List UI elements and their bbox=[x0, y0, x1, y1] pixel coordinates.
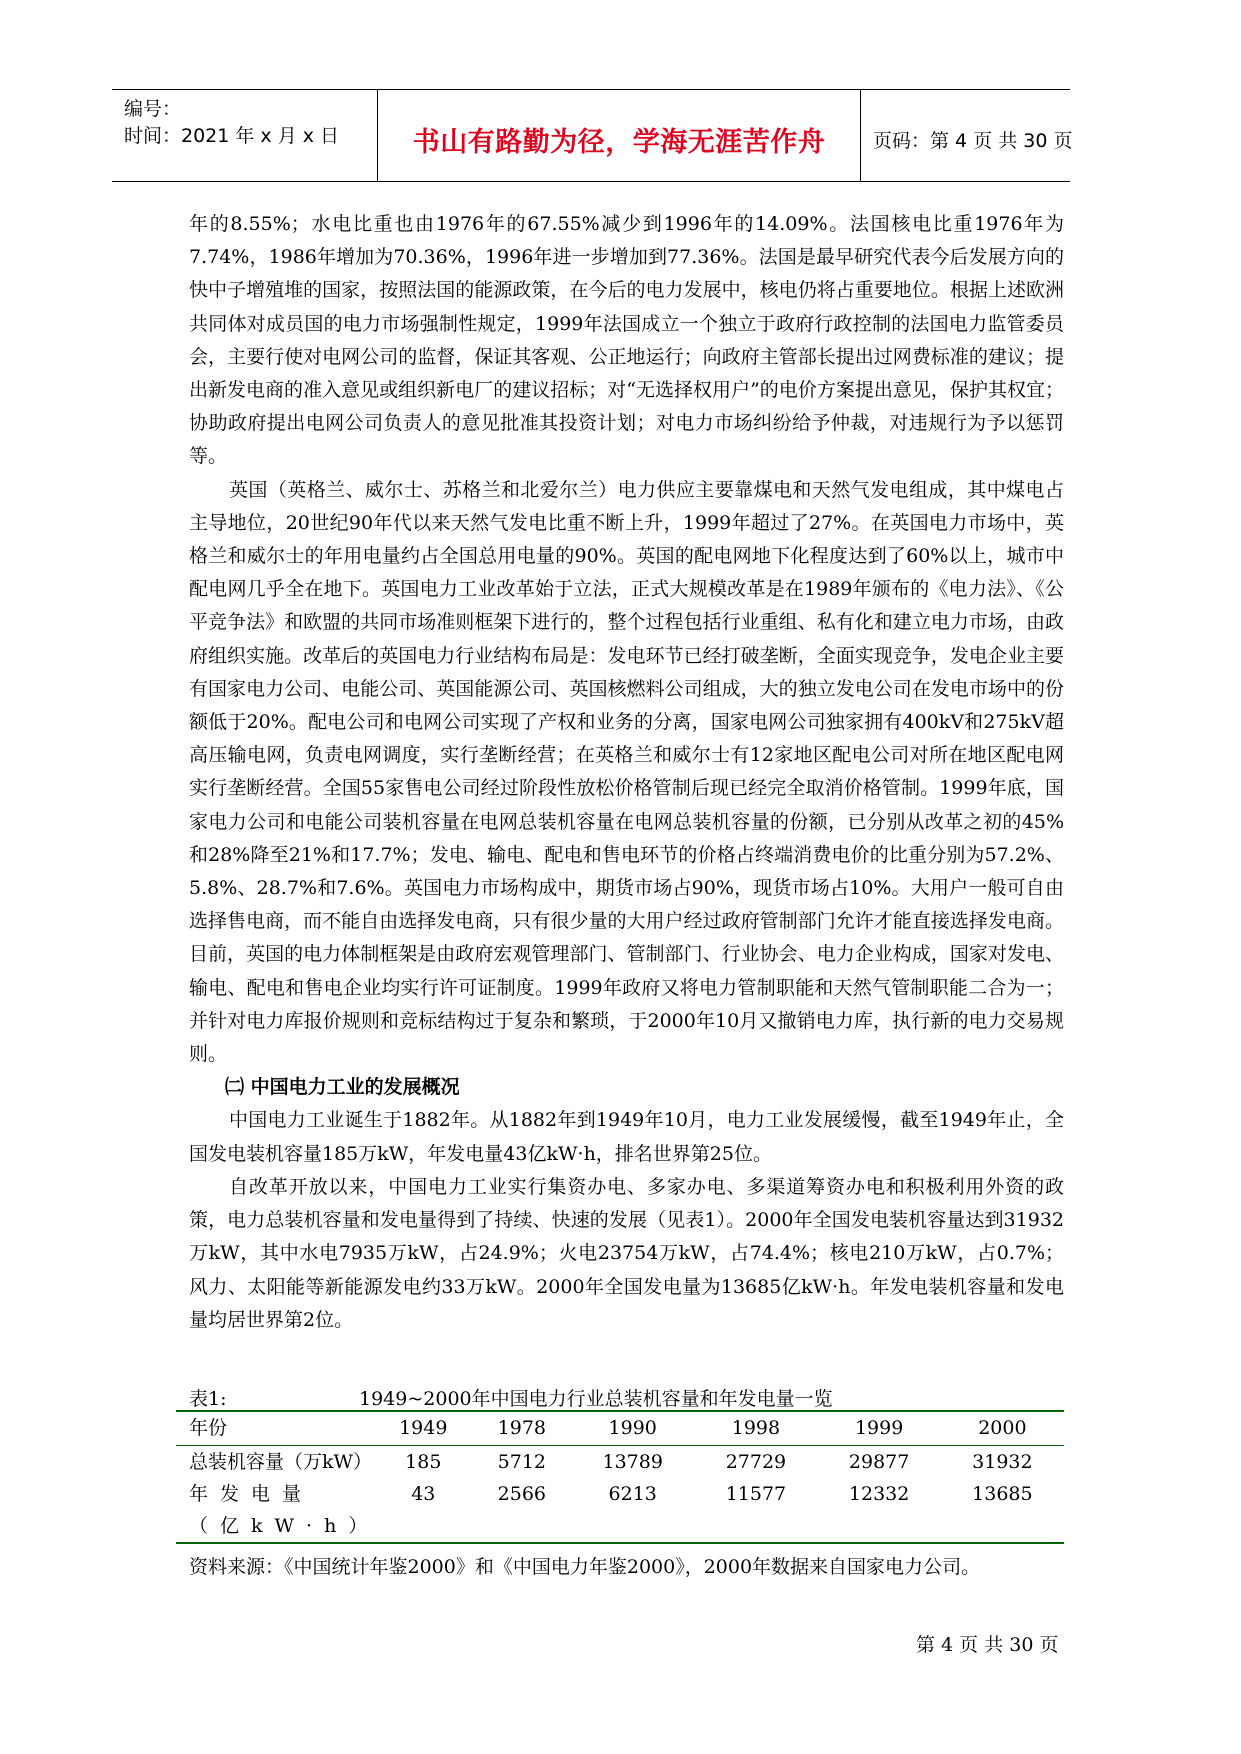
table-cell: 6213 bbox=[608, 1483, 657, 1505]
footer-page-number: 第 4 页 共 30 页 bbox=[916, 1634, 1059, 1656]
table-cell: 31932 bbox=[972, 1451, 1033, 1473]
table-row-label: 年发电量（亿kW·h） bbox=[189, 1483, 380, 1537]
paragraph-france-nuclear: 年的8.55%；水电比重也由1976年的67.55%减少到1996年的14.09%。法国核电比重1976年为7.74%，1986年增加为70.36%，1996年进一步增加到77.36%。法国是最早研究代表今后发展方向的快中子增殖堆的国家，按照法国的能源政策，在今后的电力发展中，核电仍将占重要地位。根据上述欧洲共同体对成员国的电力市场强制性规定，1999年法国成立一个独立于政府行政控制的法国电力监管委员会，主要行使对电网公司的监督，保证其客观、公正地运行；向政府主管部长提出过网费标准的建议；提出新发电商的准入意见或组织新电厂的建议招标；对“无选择权用户”的电价方案提出意见，保护其权宜；协助政府提出电网公司负责人的意见批准其投资计划；对电力市场纠纷给予仲裁，对违规行为予以惩罚等。 bbox=[189, 213, 1064, 468]
table-cell: 12332 bbox=[848, 1483, 910, 1505]
table-cell: 11577 bbox=[725, 1483, 787, 1505]
section-heading-china: ㈡ 中国电力工业的发展概况 bbox=[225, 1076, 460, 1099]
table-header-cell: 1990 bbox=[608, 1417, 657, 1439]
table-cell: 185 bbox=[405, 1451, 442, 1473]
table-source-note: 资料来源：《中国统计年鉴2000》和《中国电力年鉴2000》，2000年数据来自国家电力公司。 bbox=[189, 1556, 981, 1578]
table-cell: 5712 bbox=[497, 1451, 547, 1473]
table-header-cell: 2000 bbox=[978, 1417, 1027, 1439]
header-divider-right bbox=[860, 89, 861, 181]
header-time-label: 时间：2021 年 x 月 x 日 bbox=[124, 125, 340, 147]
table-label: 表1: bbox=[189, 1388, 227, 1410]
header-bottom-rule bbox=[112, 181, 1070, 182]
paragraph-china-history: 中国电力工业诞生于1882年。从1882年到1949年10月，电力工业发展缓慢，截至1949年止，全国发电装机容量185万kW，年发电量43亿kW·h，排名世界第25位。 bbox=[189, 1109, 1064, 1165]
table-cell: 13685 bbox=[972, 1483, 1033, 1505]
document-body bbox=[189, 208, 1064, 1337]
header-top-rule bbox=[112, 89, 1070, 90]
table-header-cell: 1999 bbox=[854, 1417, 904, 1439]
table-row-label: 总装机容量（万kW） bbox=[189, 1451, 373, 1473]
table-title: 1949~2000年中国电力行业总装机容量和年发电量一览 bbox=[359, 1388, 833, 1410]
capacity-table bbox=[176, 1410, 1064, 1544]
header-page-label: 页码：第 4 页 共 30 页 bbox=[873, 130, 1073, 152]
table-row bbox=[176, 1478, 1064, 1543]
header-motto: 书山有路勤为径，学海无涯苦作舟 bbox=[412, 127, 826, 158]
table-header-cell: 1998 bbox=[731, 1417, 781, 1439]
table-row bbox=[176, 1446, 1064, 1479]
table-cell: 29877 bbox=[848, 1451, 910, 1473]
table-header-row bbox=[176, 1411, 1064, 1446]
table-cell: 13789 bbox=[602, 1451, 663, 1473]
table-caption bbox=[189, 1384, 1064, 1410]
paragraph-uk-power: 英国（英格兰、威尔士、苏格兰和北爱尔兰）电力供应主要靠煤电和天然气发电组成，其中煤电占主导地位，20世纪90年代以来天然气发电比重不断上升，1999年超过了27%。在英国电力市场中，英格兰和威尔士的年用电量约占全国总用电量的90%。英国的配电网地下化程度达到了60%以上，城市中配电网几乎全在地下。英国电力工业改革始于立法，正式大规模改革是在1989年颁布的《电力法》、《公平竞争法》和欧盟的共同市场准则框架下进行的，整个过程包括行业重组、私有化和建立电力市场，由政府组织实施。改革后的英国电力行业结构布局是：发电环节已经打破垄断，全面实现竞争，发电企业主要有国家电力公司、电能公司、英国能源公司、英国核燃料公司组成，大的独立发电公司在发电市场中的份额低于20%。配电公司和电网公司实现了产权和业务的分离，国家电网公司独家拥有400kV和275kV超高压输电网，负责电网调度，实行垄断经营；在英格兰和威尔士有12家地区配电公司对所在地区配电网实行垄断经营。全国55家售电公司经过阶段性放松价格管制后现已经完全取消价格管制。1999年底，国家电力公司和电能公司装机容量在电网总装机容量在电网总装机容量的份额，已分别从改革之初的45%和28%降至21%和17.7%；发电、输电、配电和售电环节的价格占终端消费电价的比重分别为57.2%、5.8%、28.7%和7.6%。英国电力市场构成中，期货市场占90%，现货市场占10%。大用户一般可自由选择售电商，而不能自由选择发电商，只有很少量的大用户经过政府管制部门允许才能直接选择发电商。目前，英国的电力体制框架是由政府宏观管理部门、管制部门、行业协会、电力企业构成，国家对发电、输电、配电和售电企业均实行许可证制度。1999年政府又将电力管制职能和天然气管制职能二合为一；并针对电力库报价规则和竞标结构过于复杂和繁琐，于2000年10月又撤销电力库，执行新的电力交易规则。 bbox=[189, 478, 1064, 1066]
table-cell: 2566 bbox=[497, 1483, 547, 1505]
table-cell: 43 bbox=[411, 1483, 436, 1505]
table-header-cell: 1978 bbox=[497, 1417, 547, 1439]
header-number-label: 编号： bbox=[124, 98, 182, 120]
table-cell: 27729 bbox=[725, 1451, 787, 1473]
table-header-cell: 1949 bbox=[399, 1417, 448, 1439]
paragraph-china-reform: 自改革开放以来，中国电力工业实行集资办电、多家办电、多渠道筹资办电和积极利用外资的政策，电力总装机容量和发电量得到了持续、快速的发展（见表1）。2000年全国发电装机容量达到31932万kW，其中水电7935万kW，占24.9%；火电23754万kW，占74.4%；核电210万kW，占0.7%；风力、太阳能等新能源发电约33万kW。2000年全国发电量为13685亿kW·h。年发电装机容量和发电量均居世界第2位。 bbox=[189, 1175, 1064, 1331]
table-header-cell: 年份 bbox=[189, 1417, 228, 1439]
